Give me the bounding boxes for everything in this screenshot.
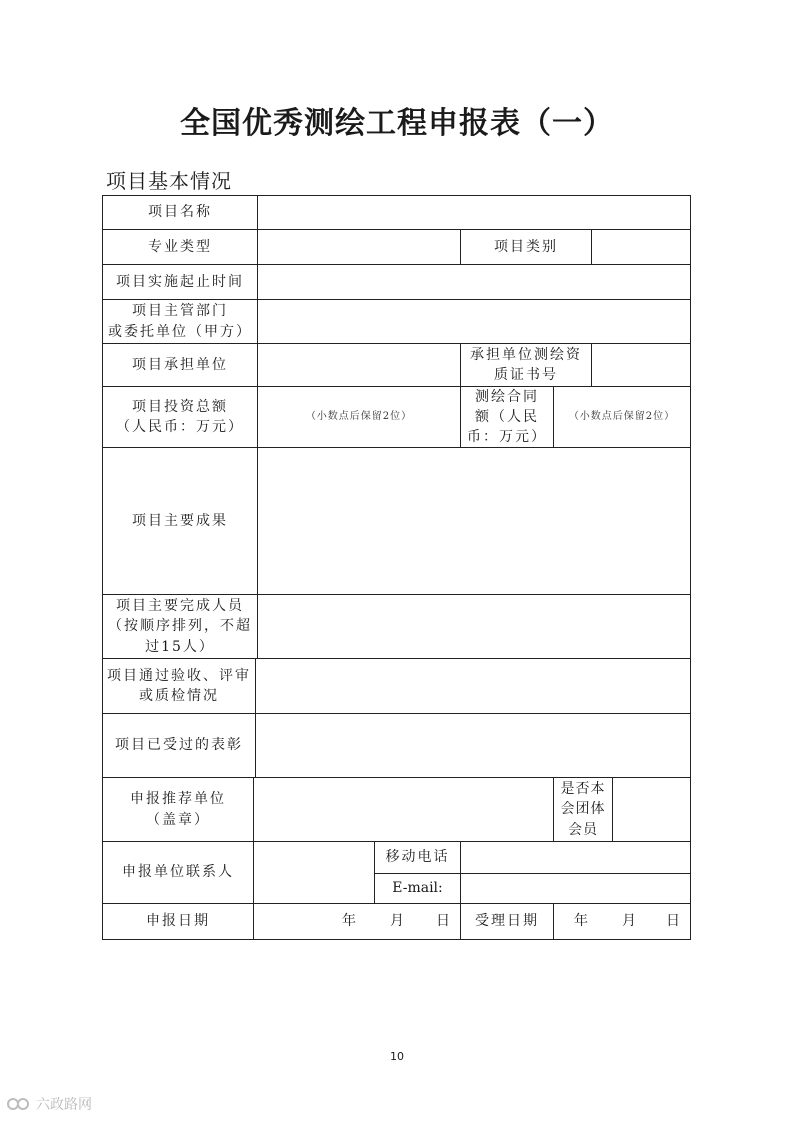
label-certificate-no: 承担单位测绘资 质证书号 — [460, 343, 592, 387]
total-investment-field[interactable]: （小数点后保留2位） — [257, 386, 461, 448]
discipline-type-field[interactable] — [257, 229, 461, 265]
label-authority-or-client: 项目主管部门 或委托单位（甲方） — [102, 299, 258, 344]
implementation-period-field[interactable] — [257, 264, 691, 300]
watermark — [6, 1094, 92, 1114]
acceptance-date-field[interactable] — [553, 903, 691, 940]
email-field[interactable] — [460, 873, 691, 904]
acceptance-field[interactable] — [255, 658, 691, 714]
date-year: 年 — [342, 913, 358, 930]
main-results-field[interactable] — [257, 447, 691, 595]
section-label: 项目基本情况 — [106, 169, 232, 193]
label-main-results: 项目主要成果 — [102, 447, 258, 595]
watermark-text: 六政路网 — [36, 1097, 92, 1113]
label-contract-amount: 测绘合同 额（人民 币：万元） — [460, 386, 554, 448]
undertaking-unit-field[interactable] — [257, 343, 461, 387]
date-year: 年 — [574, 913, 590, 930]
label-acceptance-date: 受理日期 — [460, 903, 554, 940]
watermark-logo-icon — [6, 1096, 32, 1112]
label-mobile: 移动电话 — [374, 841, 461, 874]
date-day: 日 — [666, 913, 682, 930]
contact-person-field[interactable] — [253, 841, 375, 904]
label-recommending-unit: 申报推荐单位 （盖章） — [102, 777, 254, 842]
label-awards: 项目已受过的表彰 — [102, 713, 256, 778]
recommending-unit-field[interactable] — [253, 777, 554, 842]
label-total-investment: 项目投资总额 （人民币：万元） — [102, 386, 258, 448]
label-implementation-period: 项目实施起止时间 — [102, 264, 258, 300]
label-project-name: 项目名称 — [102, 195, 258, 230]
form-title: 全国优秀测绘工程申报表（一） — [180, 106, 614, 141]
date-day: 日 — [436, 913, 452, 930]
certificate-no-field[interactable] — [591, 343, 691, 387]
label-undertaking-unit: 项目承担单位 — [102, 343, 258, 387]
awards-field[interactable] — [255, 713, 691, 778]
label-project-category: 项目类别 — [460, 229, 592, 265]
label-main-personnel: 项目主要完成人员 （按顺序排列，不超 过15人） — [102, 594, 258, 659]
page-number: 10 — [390, 1050, 404, 1063]
application-date-field[interactable] — [253, 903, 461, 940]
date-month: 月 — [390, 913, 406, 930]
authority-or-client-field[interactable] — [257, 299, 691, 344]
label-contact-person: 申报单位联系人 — [102, 841, 254, 904]
label-application-date: 申报日期 — [102, 903, 254, 940]
label-discipline-type: 专业类型 — [102, 229, 258, 265]
project-name-field[interactable] — [257, 195, 691, 230]
mobile-field[interactable] — [460, 841, 691, 874]
project-category-field[interactable] — [591, 229, 691, 265]
label-is-member: 是否本 会团体 会员 — [553, 777, 613, 842]
contract-amount-field[interactable]: （小数点后保留2位） — [553, 386, 691, 448]
label-email: E-mail: — [374, 873, 461, 904]
label-acceptance: 项目通过验收、评审 或质检情况 — [102, 658, 256, 714]
is-member-field[interactable] — [612, 777, 691, 842]
main-personnel-field[interactable] — [257, 594, 691, 659]
date-month: 月 — [622, 913, 638, 930]
